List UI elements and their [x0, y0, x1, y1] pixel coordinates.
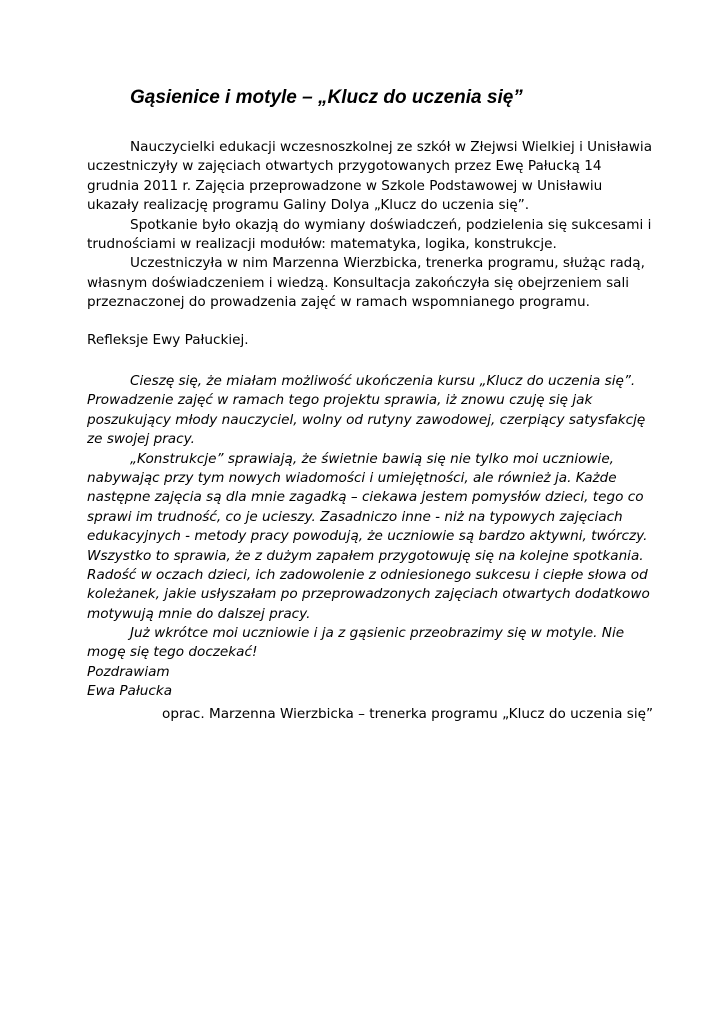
attribution: oprac. Marzenna Wierzbicka – trenerka programu „Klucz do uczenia się”: [162, 706, 654, 722]
reflection-heading-block: [87, 331, 647, 350]
author-name: Ewa Pałucka: [87, 683, 173, 700]
reflection-line: Już wkrótce moi uczniowie i ja z gąsienic przeobrazimy się w motyle. Nie: [130, 625, 625, 642]
reflection-line: Radość w oczach dzieci, ich zadowolenie z odniesionego sukcesu i ciepłe słowa od: [87, 566, 648, 583]
report-line: grudnia 2011 r. Zajęcia przeprowadzone w Szkole Podstawowej w Unisławiu: [87, 177, 603, 194]
reflection-line: motywują mnie do dalszej pracy.: [87, 605, 311, 622]
report-line: Uczestniczyła w nim Marzenna Wierzbicka, trenerka programu, służąc radą,: [130, 255, 645, 272]
reflection-line: Wszystko to sprawia, że z dużym zapałem przygotowuję się na kolejne spotkania.: [87, 547, 644, 564]
greeting: Pozdrawiam: [87, 663, 170, 680]
document-title: Gąsienice i motyle – „Klucz do uczenia się”: [130, 87, 523, 108]
reflection-line: poszukujący młody nauczyciel, wolny od rutyny zawodowej, czerpiący satysfakcję: [87, 411, 646, 428]
reflection-line: sprawi im trudność, co je ucieszy. Zasadniczo inne - niż na typowych zajęciach: [87, 508, 623, 525]
report-line: Spotkanie było okazją do wymiany doświadczeń, podzielenia się sukcesami i: [130, 216, 652, 233]
report-section: [87, 138, 653, 313]
reflection-line: mogę się tego doczekać!: [87, 644, 258, 661]
report-line: uczestniczyły w zajęciach otwartych przygotowanych przez Ewę Pałucką 14: [87, 158, 602, 175]
reflection-line: Prowadzenie zajęć w ramach tego projektu sprawia, iż znowu czuję się jak: [87, 392, 593, 409]
report-line: przeznaczonej do prowadzenia zajęć w ramach wspomnianego programu.: [87, 294, 590, 311]
reflection-line: edukacyjnych - metody pracy powodują, że uczniowie są bardzo aktywni, twórczy.: [87, 528, 648, 545]
reflection-line: nabywając przy tym nowych wiadomości i umiejętności, ale również ja. Każde: [87, 469, 617, 486]
reflection-line: następne zajęcia są dla mnie zagadką – ciekawa jestem pomysłów dzieci, tego co: [87, 489, 644, 506]
reflection-line: ze swojej pracy.: [87, 431, 195, 448]
reflection-line: „Konstrukcje” sprawiają, że świetnie bawią się nie tylko moi uczniowie,: [130, 450, 614, 467]
report-line: Nauczycielki edukacji wczesnoszkolnej ze szkół w Złejwsi Wielkiej i Unisławia: [130, 139, 653, 155]
report-line: własnym doświadczeniem i wiedzą. Konsultacja zakończyła się obejrzeniem sali: [87, 274, 630, 291]
reflection-heading: Refleksje Ewy Pałuckiej.: [87, 332, 249, 348]
reflection-line: koleżanek, jakie usłyszałam po przeprowadzonych zajęciach otwartych dodatkowo: [87, 586, 650, 603]
report-line: ukazały realizację programu Galiny Dolya „Klucz do uczenia się”.: [87, 197, 530, 214]
reflection-section: [87, 372, 650, 702]
reflection-line: Cieszę się, że miałam możliwość ukończenia kursu „Klucz do uczenia się”.: [130, 373, 636, 389]
report-line: trudnościami w realizacji modułów: matematyka, logika, konstrukcje.: [87, 235, 557, 252]
